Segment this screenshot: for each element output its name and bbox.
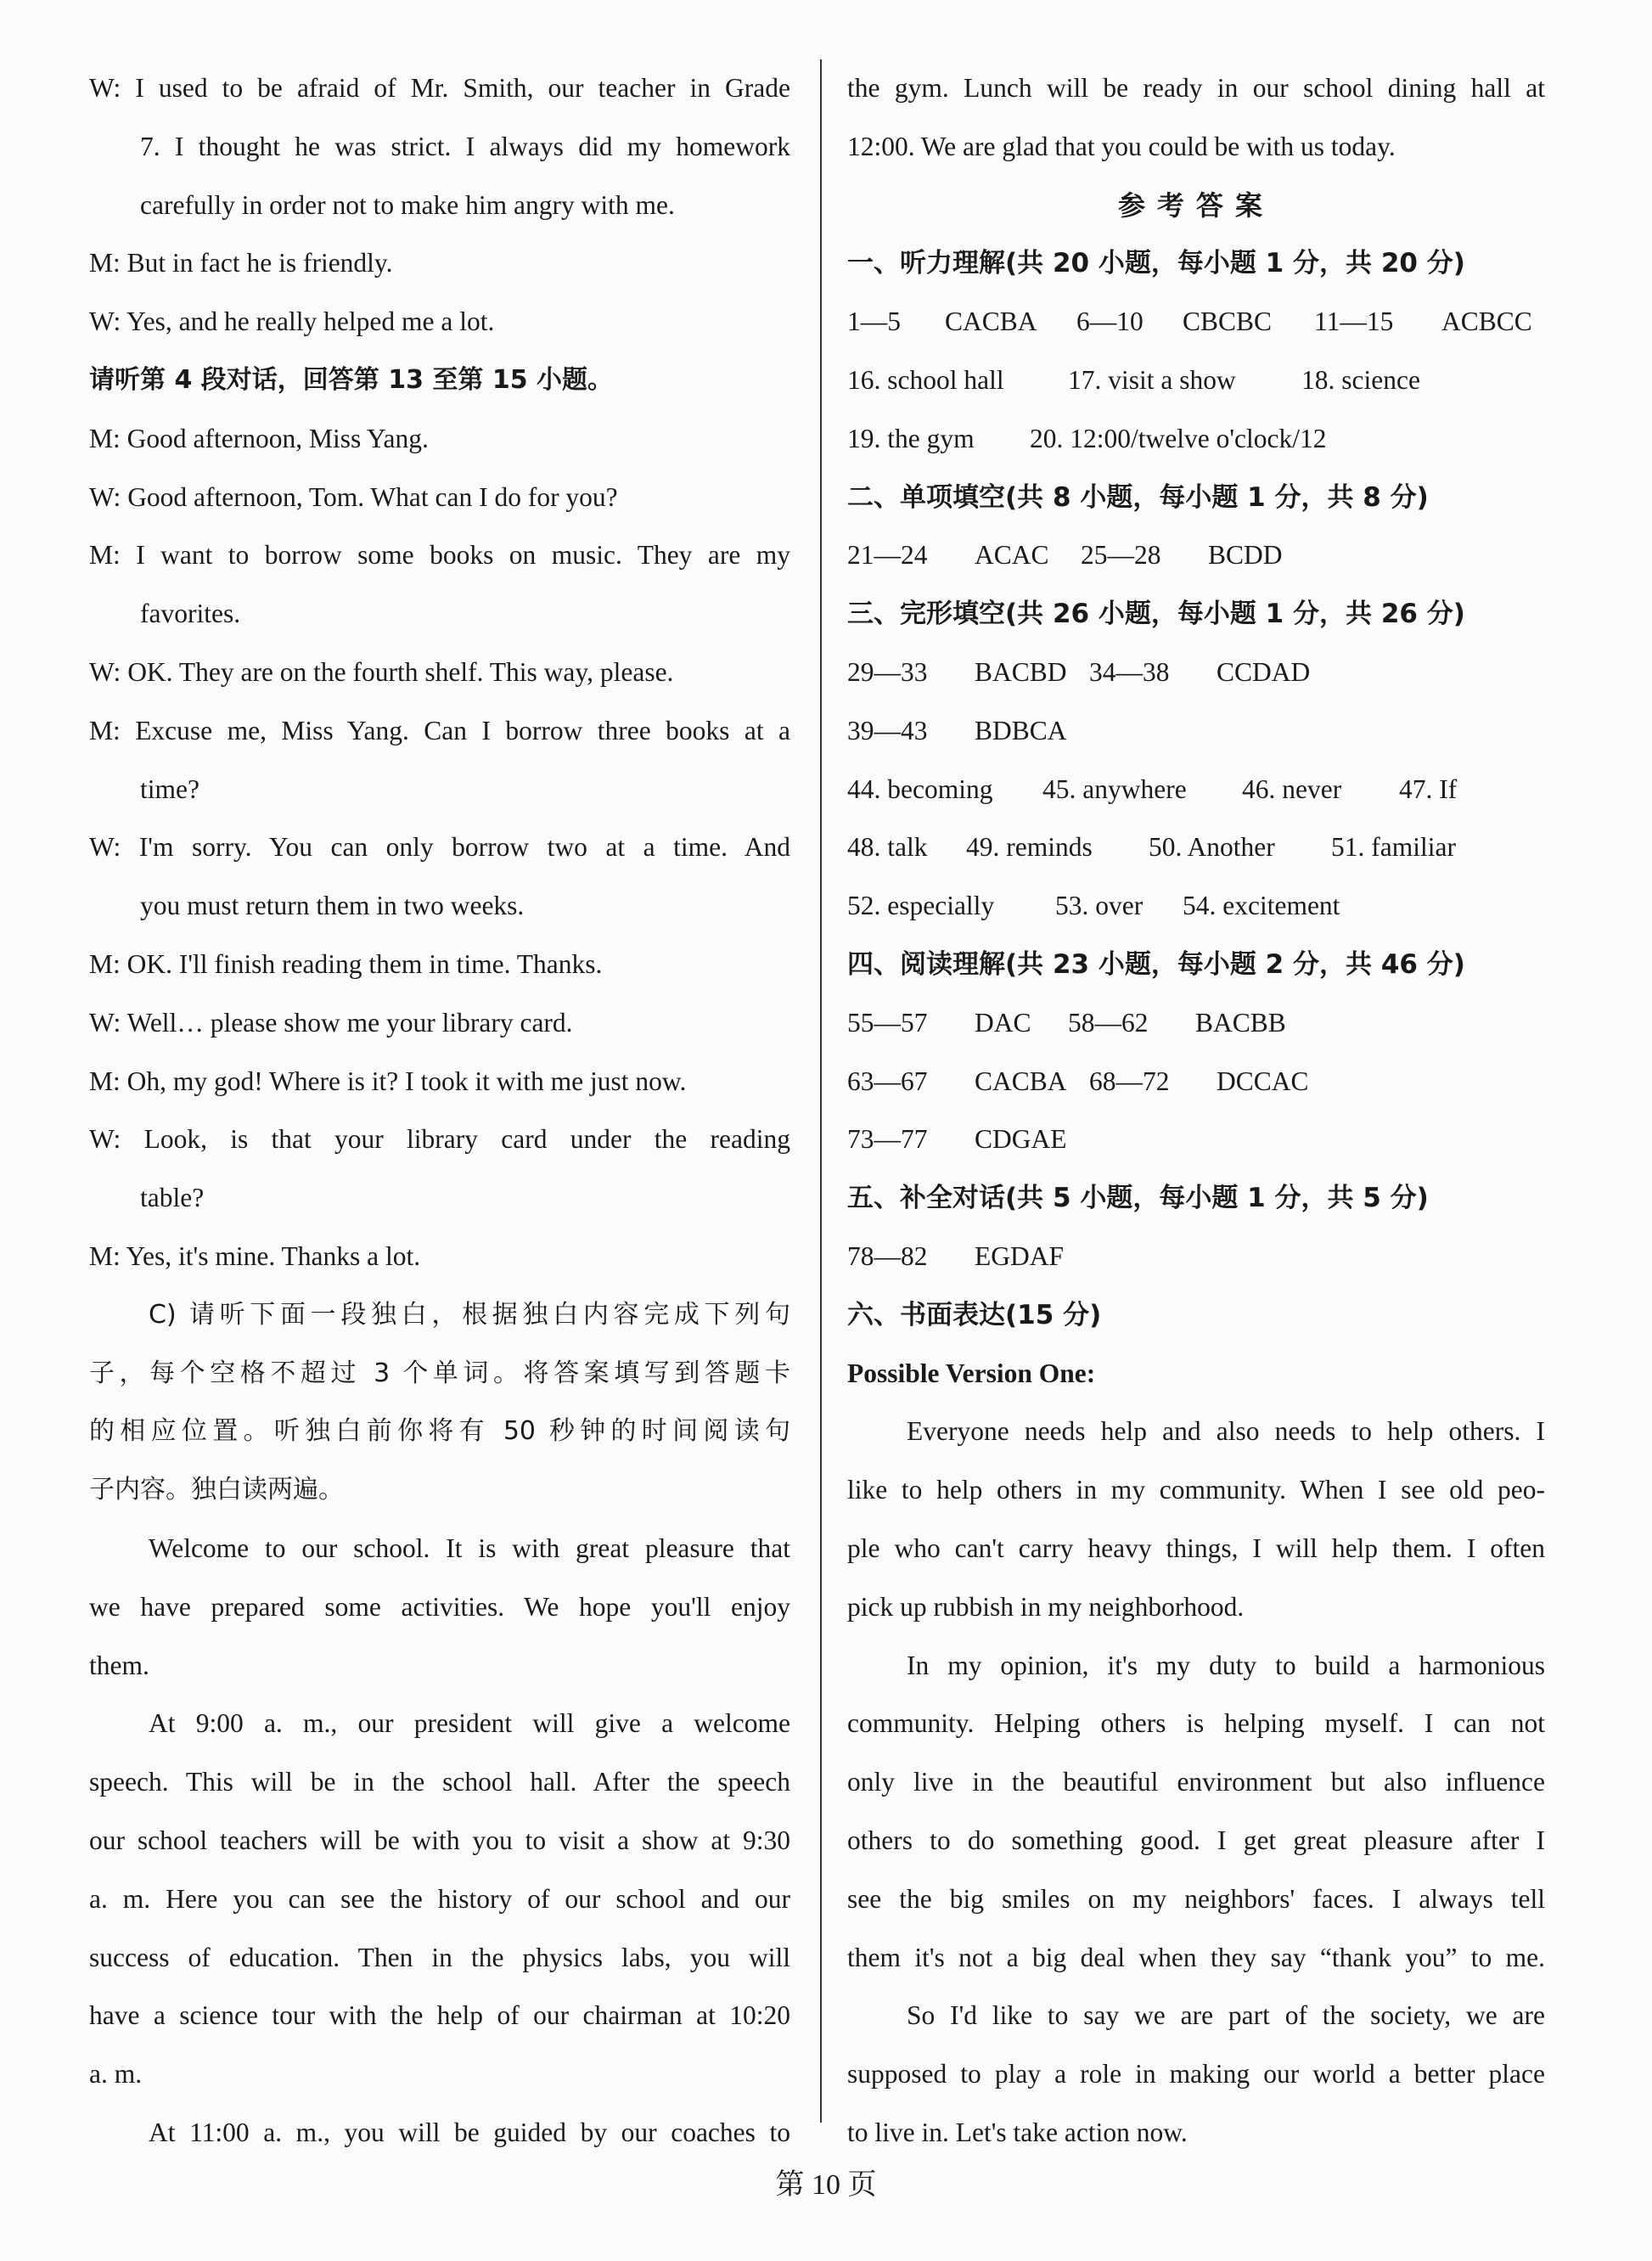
answer-item: 44. becoming	[847, 773, 993, 804]
answer-row	[847, 702, 1545, 761]
answer-item: 51. familiar	[1331, 832, 1456, 863]
dialog-line: M: I want to borrow some books on music. They are my	[89, 540, 790, 571]
monologue-line: we have prepared some activities. We hope you'll enjoy	[89, 1591, 790, 1622]
dialog-line: M: Excuse me, Miss Yang. Can I borrow three books at a	[89, 715, 790, 745]
answer-item: 20. 12:00/twelve o'clock/12	[1030, 423, 1327, 453]
answer-row	[847, 761, 1545, 819]
section-title: 四、阅读理解(共 23 小题，每小题 2 分，共 46 分)	[847, 948, 1465, 980]
monologue-line: our school teachers will be with you to visit a show at 9:30	[89, 1825, 790, 1855]
answer-item: 52. especially	[847, 891, 995, 921]
monologue-line: a. m. Here you can see the history of our school and our	[89, 1883, 790, 1914]
answer-key: CBCBC	[1183, 307, 1273, 337]
essay-line: community. Helping others is helping myself. I can not	[847, 1708, 1545, 1739]
essay-line: supposed to play a role in making our world a better place	[847, 2059, 1545, 2089]
essay-line: ple who can't carry heavy things, I will help them. I often	[847, 1533, 1545, 1563]
section-title: 五、补全对话(共 5 小题，每小题 1 分，共 5 分)	[847, 1183, 1429, 1214]
monologue-line: success of education. Then in the physics labs, you will	[89, 1942, 790, 1972]
right-column	[847, 59, 1545, 2163]
section-title: 二、单项填空(共 8 小题，每小题 1 分，共 8 分)	[847, 481, 1429, 513]
answer-range: 11—15	[1314, 307, 1394, 337]
answer-item: 48. talk	[847, 832, 928, 863]
dialog-line: table?	[140, 1183, 205, 1213]
page-number: 第 10 页	[775, 2169, 877, 2201]
answer-row	[847, 1111, 1545, 1169]
dialog-line: 7. I thought he was strict. I always did my homework	[140, 131, 790, 161]
answer-item: 54. excitement	[1183, 891, 1340, 921]
answer-row	[847, 818, 1545, 877]
monologue-line: the gym. Lunch will be ready in our school dining hall at	[847, 73, 1545, 103]
answer-key: DAC	[975, 1007, 1031, 1038]
dialog-line: time?	[140, 773, 199, 804]
answer-key: BACBB	[1195, 1007, 1286, 1038]
answer-item: 17. visit a show	[1068, 364, 1236, 395]
instruction-line: 子，每个空格不超过 3 个单词。将答案填写到答题卡	[89, 1358, 790, 1388]
answer-range: 6—10	[1076, 307, 1143, 337]
dialog-line: M: Oh, my god! Where is it? I took it with me just now.	[89, 1066, 687, 1096]
essay-line: Everyone needs help and also needs to help others. I	[907, 1416, 1545, 1447]
answer-item: 18. science	[1301, 364, 1420, 395]
dialog-line: carefully in order not to make him angry with me.	[140, 189, 675, 220]
answer-range: 58—62	[1068, 1007, 1149, 1038]
monologue-line: 12:00. We are glad that you could be with us today.	[847, 131, 1396, 161]
dialog-line: M: Good afternoon, Miss Yang.	[89, 423, 429, 453]
answer-range: 21—24	[847, 540, 928, 571]
answer-item: 19. the gym	[847, 423, 975, 453]
monologue-line: them.	[89, 1650, 149, 1680]
instruction-line: C) 请听下面一段独白，根据独白内容完成下列句	[149, 1299, 790, 1330]
answer-item: 53. over	[1055, 891, 1143, 921]
left-column	[89, 59, 790, 2163]
answer-key: BCDD	[1208, 540, 1283, 571]
answer-range: 55—57	[847, 1007, 928, 1038]
dialog-line: M: Yes, it's mine. Thanks a lot.	[89, 1240, 421, 1271]
answer-row	[847, 410, 1545, 469]
answer-range: 34—38	[1089, 656, 1170, 687]
section-title: 三、完形填空(共 26 小题，每小题 1 分，共 26 分)	[847, 599, 1465, 630]
answer-range: 1—5	[847, 307, 901, 337]
answer-key: CACBA	[945, 307, 1037, 337]
answer-key: BACBD	[975, 656, 1067, 687]
answer-item: 49. reminds	[966, 832, 1093, 863]
section-title: 六、书面表达(15 分)	[847, 1299, 1102, 1330]
answer-range: 39—43	[847, 715, 928, 745]
answer-row	[847, 352, 1545, 410]
answer-row	[847, 644, 1545, 702]
dialog-line: W: I used to be afraid of Mr. Smith, our teacher in Grade	[89, 73, 790, 103]
dialog-line: W: Good afternoon, Tom. What can I do for you?	[89, 481, 618, 512]
version-label: Possible Version One:	[847, 1358, 1096, 1388]
answer-item: 47. If	[1399, 773, 1458, 804]
answer-item: 46. never	[1242, 773, 1342, 804]
answers-title: 参考答案	[1117, 188, 1274, 222]
monologue-line: Welcome to our school. It is with great pleasure that	[149, 1533, 790, 1563]
answer-key: DCCAC	[1217, 1066, 1309, 1096]
instruction-line: 子内容。独白读两遍。	[89, 1475, 344, 1505]
essay-line: only live in the beautiful environment but also influence	[847, 1767, 1545, 1797]
essay-line: In my opinion, it's my duty to build a harmonious	[907, 1650, 1545, 1680]
essay-line: them it's not a big deal when they say “thank you” to me.	[847, 1942, 1545, 1972]
monologue-line: a. m.	[89, 2059, 143, 2089]
answer-row	[847, 526, 1545, 585]
answer-row	[847, 1228, 1545, 1286]
answer-range: 78—82	[847, 1240, 928, 1271]
instruction-line: 的相应位置。听独白前你将有 50 秒钟的时间阅读句	[89, 1416, 790, 1447]
answer-item: 50. Another	[1149, 832, 1275, 863]
essay-line: pick up rubbish in my neighborhood.	[847, 1591, 1245, 1622]
section-heading: 请听第 4 段对话，回答第 13 至第 15 小题。	[89, 364, 614, 395]
answer-range: 73—77	[847, 1124, 928, 1155]
essay-line: see the big smiles on my neighbors' faces. I always tell	[847, 1883, 1545, 1914]
dialog-line: W: Well… please show me your library card.	[89, 1007, 573, 1038]
column-divider	[820, 59, 822, 2123]
dialog-line: M: OK. I'll finish reading them in time. Thanks.	[89, 948, 603, 979]
dialog-line: favorites.	[140, 599, 241, 629]
essay-line: So I'd like to say we are part of the society, we are	[907, 2000, 1545, 2031]
dialog-line: W: OK. They are on the fourth shelf. This way, please.	[89, 656, 674, 687]
dialog-line: W: Look, is that your library card under the reading	[89, 1124, 790, 1155]
answer-row	[847, 293, 1545, 352]
answer-range: 68—72	[1089, 1066, 1170, 1096]
answer-key: ACAC	[975, 540, 1049, 571]
section-title: 一、听力理解(共 20 小题，每小题 1 分，共 20 分)	[847, 248, 1465, 279]
essay-line: others to do something good. I get great pleasure after I	[847, 1825, 1545, 1855]
monologue-line: At 9:00 a. m., our president will give a welcome	[149, 1708, 790, 1739]
monologue-line: speech. This will be in the school hall. After the speech	[89, 1767, 790, 1797]
essay-line: like to help others in my community. When I see old peo-	[847, 1475, 1545, 1505]
dialog-line: you must return them in two weeks.	[140, 891, 525, 921]
answer-key: EGDAF	[975, 1240, 1065, 1271]
answer-row	[847, 877, 1545, 936]
essay-line: to live in. Let's take action now.	[847, 2117, 1188, 2147]
answer-key: ACBCC	[1441, 307, 1532, 337]
answer-range: 25—28	[1081, 540, 1161, 571]
answer-row	[847, 994, 1545, 1053]
answer-range: 29—33	[847, 656, 928, 687]
monologue-line: have a science tour with the help of our chairman at 10:20	[89, 2000, 790, 2031]
answer-key: CCDAD	[1217, 656, 1311, 687]
dialog-line: W: I'm sorry. You can only borrow two at a time. And	[89, 832, 790, 863]
answer-key: CDGAE	[975, 1124, 1067, 1155]
answer-key: BDBCA	[975, 715, 1067, 745]
answer-key: CACBA	[975, 1066, 1067, 1096]
answer-row	[847, 1053, 1545, 1111]
dialog-line: M: But in fact he is friendly.	[89, 248, 393, 278]
answer-item: 16. school hall	[847, 364, 1004, 395]
answer-range: 63—67	[847, 1066, 928, 1096]
dialog-line: W: Yes, and he really helped me a lot.	[89, 307, 495, 337]
answer-item: 45. anywhere	[1042, 773, 1187, 804]
monologue-line: At 11:00 a. m., you will be guided by our coaches to	[149, 2117, 790, 2147]
